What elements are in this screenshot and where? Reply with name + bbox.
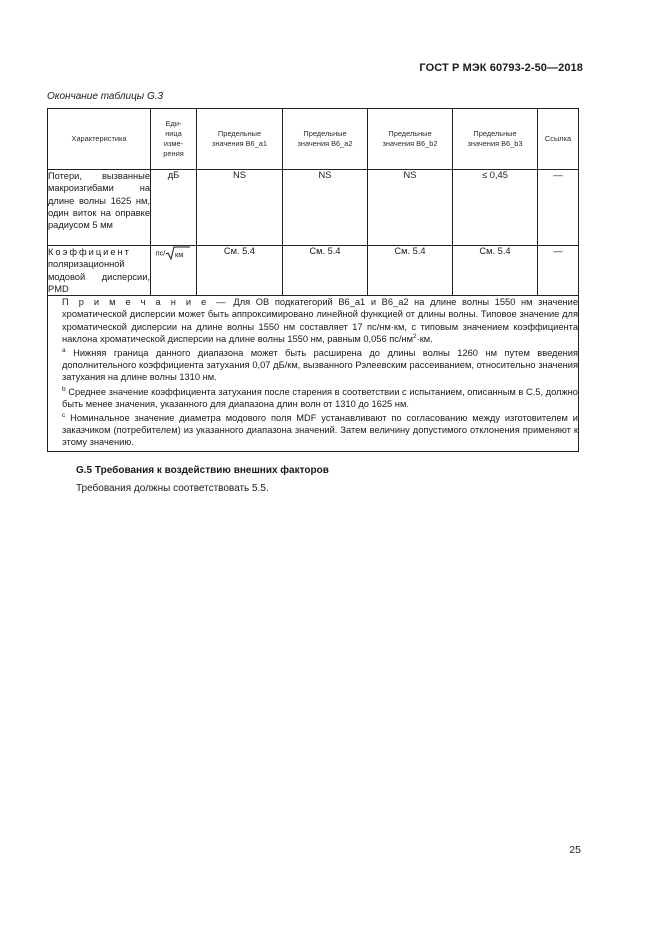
document-header: ГОСТ Р МЭК 60793-2-50—2018 [419, 62, 583, 74]
unit-prefix: пс/ [155, 248, 166, 258]
row-reference: — [538, 170, 579, 246]
row-unit [151, 246, 197, 296]
page-number: 25 [569, 844, 581, 856]
row-param-rest: поляризационной модовой дисперсии, PMD [48, 259, 150, 294]
table-notes [48, 296, 579, 451]
section-text: Требования должны соответствовать 5.5. [76, 483, 269, 494]
row-unit: дБ [151, 170, 197, 246]
row-value-a1: См. 5.4 [197, 246, 283, 296]
header-characteristic: Характеристика [48, 109, 151, 170]
row-param: Потери, вызванные макроизгибами на длине волны 1625 нм, один виток на оправке радиусом 5 мм [48, 170, 151, 246]
row-param [48, 246, 151, 296]
table-header-row [48, 109, 579, 170]
row-value-a2: NS [283, 170, 368, 246]
header-b6-a2: Предельные значения B6_a2 [283, 109, 368, 170]
spec-table [47, 108, 579, 452]
footnote-c-text: Номинальное значение диаметра модового поля MDF устанавливают по согласованию между изготовителем и заказчиком (потребителем) из указанного диапазона значений. Затем величину допустимого отклонения применяют к этому значению. [62, 413, 578, 448]
header-unit: Еди- ница изме- рения [151, 109, 197, 170]
table-notes-row [48, 296, 579, 451]
row-param-first: Коэффициент [48, 247, 131, 257]
table-row [48, 246, 579, 296]
header-reference: Ссылка [538, 109, 579, 170]
footnote-a-mark: a [62, 346, 66, 354]
note-sup: 2 [413, 332, 417, 340]
footnote-b-mark: b [62, 385, 66, 393]
note-text-1: Для ОВ подкатегорий В6_а1 и В6_а2 на длине волны 1550 нм значение хроматической дисперсии может быть аппроксимировано линейной функцией от длины волны. Типовое значение для хроматической дисперсии на длине волны 1550 нм составляет 17 пс/нм·км, с типовым значением коэффициента наклона хроматической дисперсии на длине волны 1550 нм, равным 0,056 пс/нм [62, 297, 578, 344]
footnote-a-text: Нижняя граница данного диапазона может быть расширена до длины волны 1260 нм путем введения дополнительного коэффициента затухания 0,07 дБ/км, вызванного Рэлеевским рассеиванием, относительно значения затухания на длине волны 1310 нм. [62, 348, 578, 383]
unit-root: км [175, 250, 184, 259]
footnote-b-text: Среднее значение коэффициента затухания после старения в соответствии с испытанием, описанным в С.5, должно быть менее значения, указанного для диапазона длин волн от 1310 до 1625 нм. [62, 386, 578, 409]
row-value-b2: См. 5.4 [368, 246, 453, 296]
row-value-b3: ≤ 0,45 [453, 170, 538, 246]
row-value-a2: См. 5.4 [283, 246, 368, 296]
sqrt-icon [165, 246, 191, 260]
footnote-b [48, 386, 578, 410]
header-b6-a1: Предельные значения B6_a1 [197, 109, 283, 170]
row-reference: — [538, 246, 579, 296]
section-title: G.5 Требования к воздействию внешних факторов [76, 465, 329, 476]
table-row [48, 170, 579, 246]
note-head: П р и м е ч а н и е — [62, 297, 228, 308]
row-value-b3: См. 5.4 [453, 246, 538, 296]
note-paragraph [48, 296, 578, 345]
footnote-a [48, 347, 578, 384]
row-value-b2: NS [368, 170, 453, 246]
footnote-c [48, 412, 578, 449]
table-caption: Окончание таблицы G.3 [47, 91, 164, 102]
footnote-c-mark: c [62, 411, 66, 419]
row-value-a1: NS [197, 170, 283, 246]
header-b6-b3: Предельные значения B6_b3 [453, 109, 538, 170]
header-b6-b2: Предельные значения B6_b2 [368, 109, 453, 170]
note-text-2: ·км. [416, 333, 433, 344]
